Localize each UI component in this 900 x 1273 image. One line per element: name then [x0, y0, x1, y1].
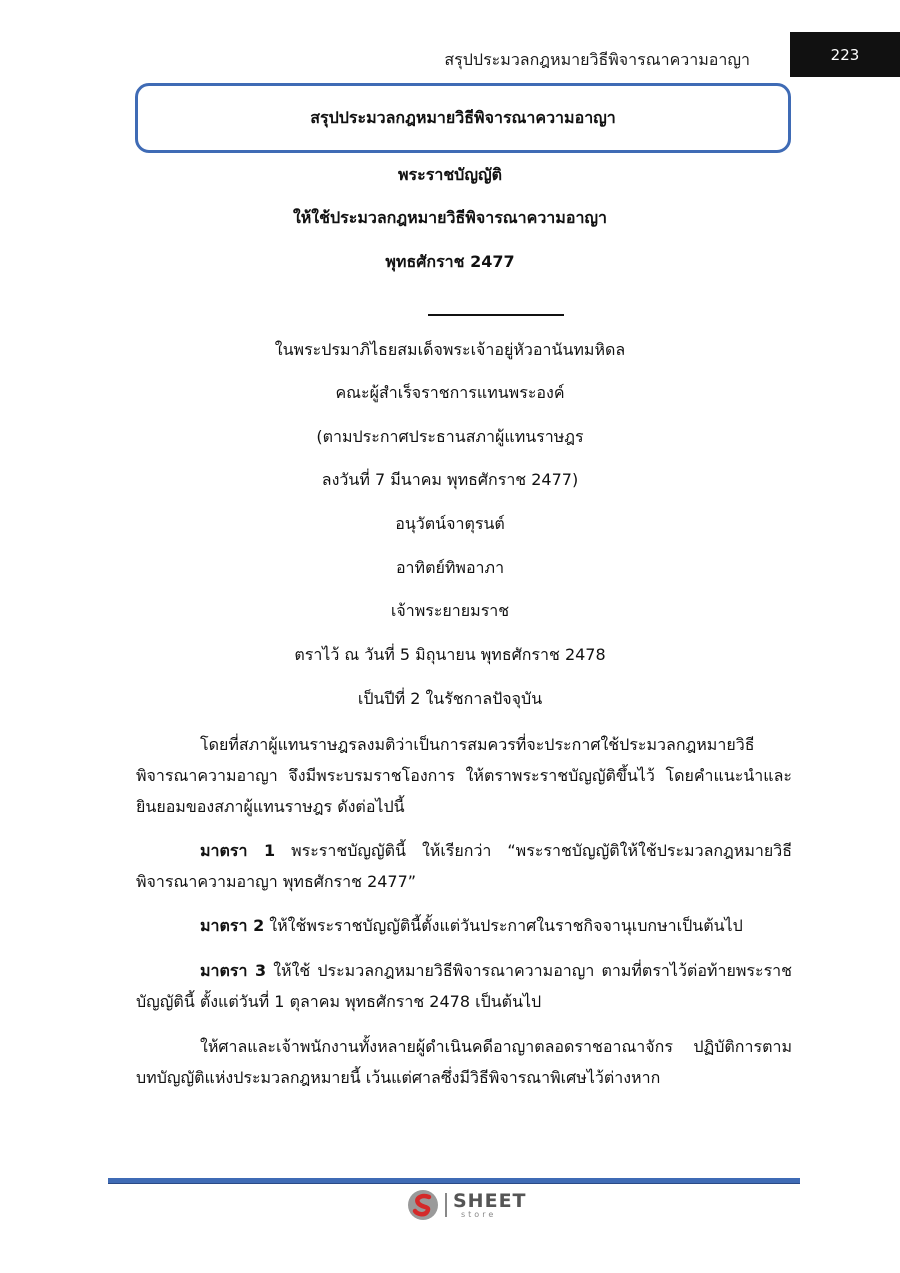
section-3-continuation	[136, 1031, 792, 1093]
section-1-label: มาตรา 1	[200, 841, 276, 860]
logo-separator	[445, 1193, 447, 1217]
act-heading-line1: พระราชบัญญัติ	[398, 165, 502, 184]
act-heading-line3: พุทธศักราช 2477	[385, 252, 515, 271]
sheet-store-logo-icon	[407, 1189, 439, 1221]
logo-sub-text: store	[461, 1209, 497, 1219]
preamble-line: (ตามประกาศประธานสภาผู้แทนราษฎร	[316, 427, 584, 446]
title-box: สรุปประมวลกฎหมายวิธีพิจารณาความอาญา	[135, 83, 791, 153]
section-2-paragraph	[136, 910, 792, 941]
logo-main-text: SHEET	[453, 1189, 527, 1212]
section-3-continuation-text: ให้ศาลและเจ้าพนักงานทั้งหลายผู้ดำเนินคดีอาญาตลอดราชอาณาจักร ปฏิบัติการตามบทบัญญัติแห่งประมวลกฎหมายนี้ เว้นแต่ศาลซึ่งมีวิธีพิจารณาพิเศษไว้ต่างหาก	[136, 1037, 792, 1087]
preamble-line: อาทิตย์ทิพอาภา	[395, 558, 505, 577]
preamble-line: ตราไว้ ณ วันที่ 5 มิถุนายน พุทธศักราช 2478	[294, 645, 606, 664]
section-3-text: ให้ใช้ ประมวลกฎหมายวิธีพิจารณาความอาญา ตามที่ตราไว้ต่อท้ายพระราชบัญญัตินี้ ตั้งแต่วันที่ 1 ตุลาคม พุทธศักราช 2478 เป็นต้นไป	[136, 961, 793, 1011]
section-2-label: มาตรา 2	[200, 916, 265, 935]
section-3-paragraph	[136, 955, 792, 1017]
footer-rule	[108, 1178, 800, 1184]
intro-paragraph	[136, 729, 792, 822]
page-number-badge: 223	[790, 32, 900, 77]
preamble-line: คณะผู้สำเร็จราชการแทนพระองค์	[335, 383, 565, 402]
preamble-line: เจ้าพระยายมราช	[390, 601, 510, 620]
preamble-line: ลงวันที่ 7 มีนาคม พุทธศักราช 2477)	[321, 470, 579, 489]
section-2-text: ให้ใช้พระราชบัญญัตินี้ตั้งแต่วันประกาศในราชกิจจานุเบกษาเป็นต้นไป	[264, 916, 743, 935]
heading-divider	[428, 314, 564, 316]
section-3-label: มาตรา 3	[200, 961, 267, 980]
act-heading-line2: ให้ใช้ประมวลกฎหมายวิธีพิจารณาความอาญา	[292, 208, 608, 227]
preamble-line: อนุวัตน์จาตุรนต์	[395, 514, 505, 533]
footer-logo	[407, 1187, 527, 1223]
section-1-text: พระราชบัญญัตินี้ ให้เรียกว่า “พระราชบัญญัติให้ใช้ประมวลกฎหมายวิธีพิจารณาความอาญา พุทธศักราช 2477”	[136, 841, 793, 891]
running-header-title: สรุปประมวลกฎหมายวิธีพิจารณาความอาญา	[444, 50, 750, 69]
preamble-line: เป็นปีที่ 2 ในรัชกาลปัจจุบัน	[357, 689, 543, 708]
logo-text	[453, 1189, 527, 1219]
section-1-paragraph	[136, 835, 792, 897]
intro-text: โดยที่สภาผู้แทนราษฎรลงมติว่าเป็นการสมควรที่จะประกาศใช้ประมวลกฎหมายวิธีพิจารณาความอาญา จึงมีพระบรมราชโองการ ให้ตราพระราชบัญญัติขึ้นไว้ โดยคำแนะนำและยินยอมของสภาผู้แทนราษฎร ดังต่อไปนี้	[136, 735, 792, 816]
preamble-line: ในพระปรมาภิไธยสมเด็จพระเจ้าอยู่หัวอานันทมหิดล	[274, 340, 626, 359]
